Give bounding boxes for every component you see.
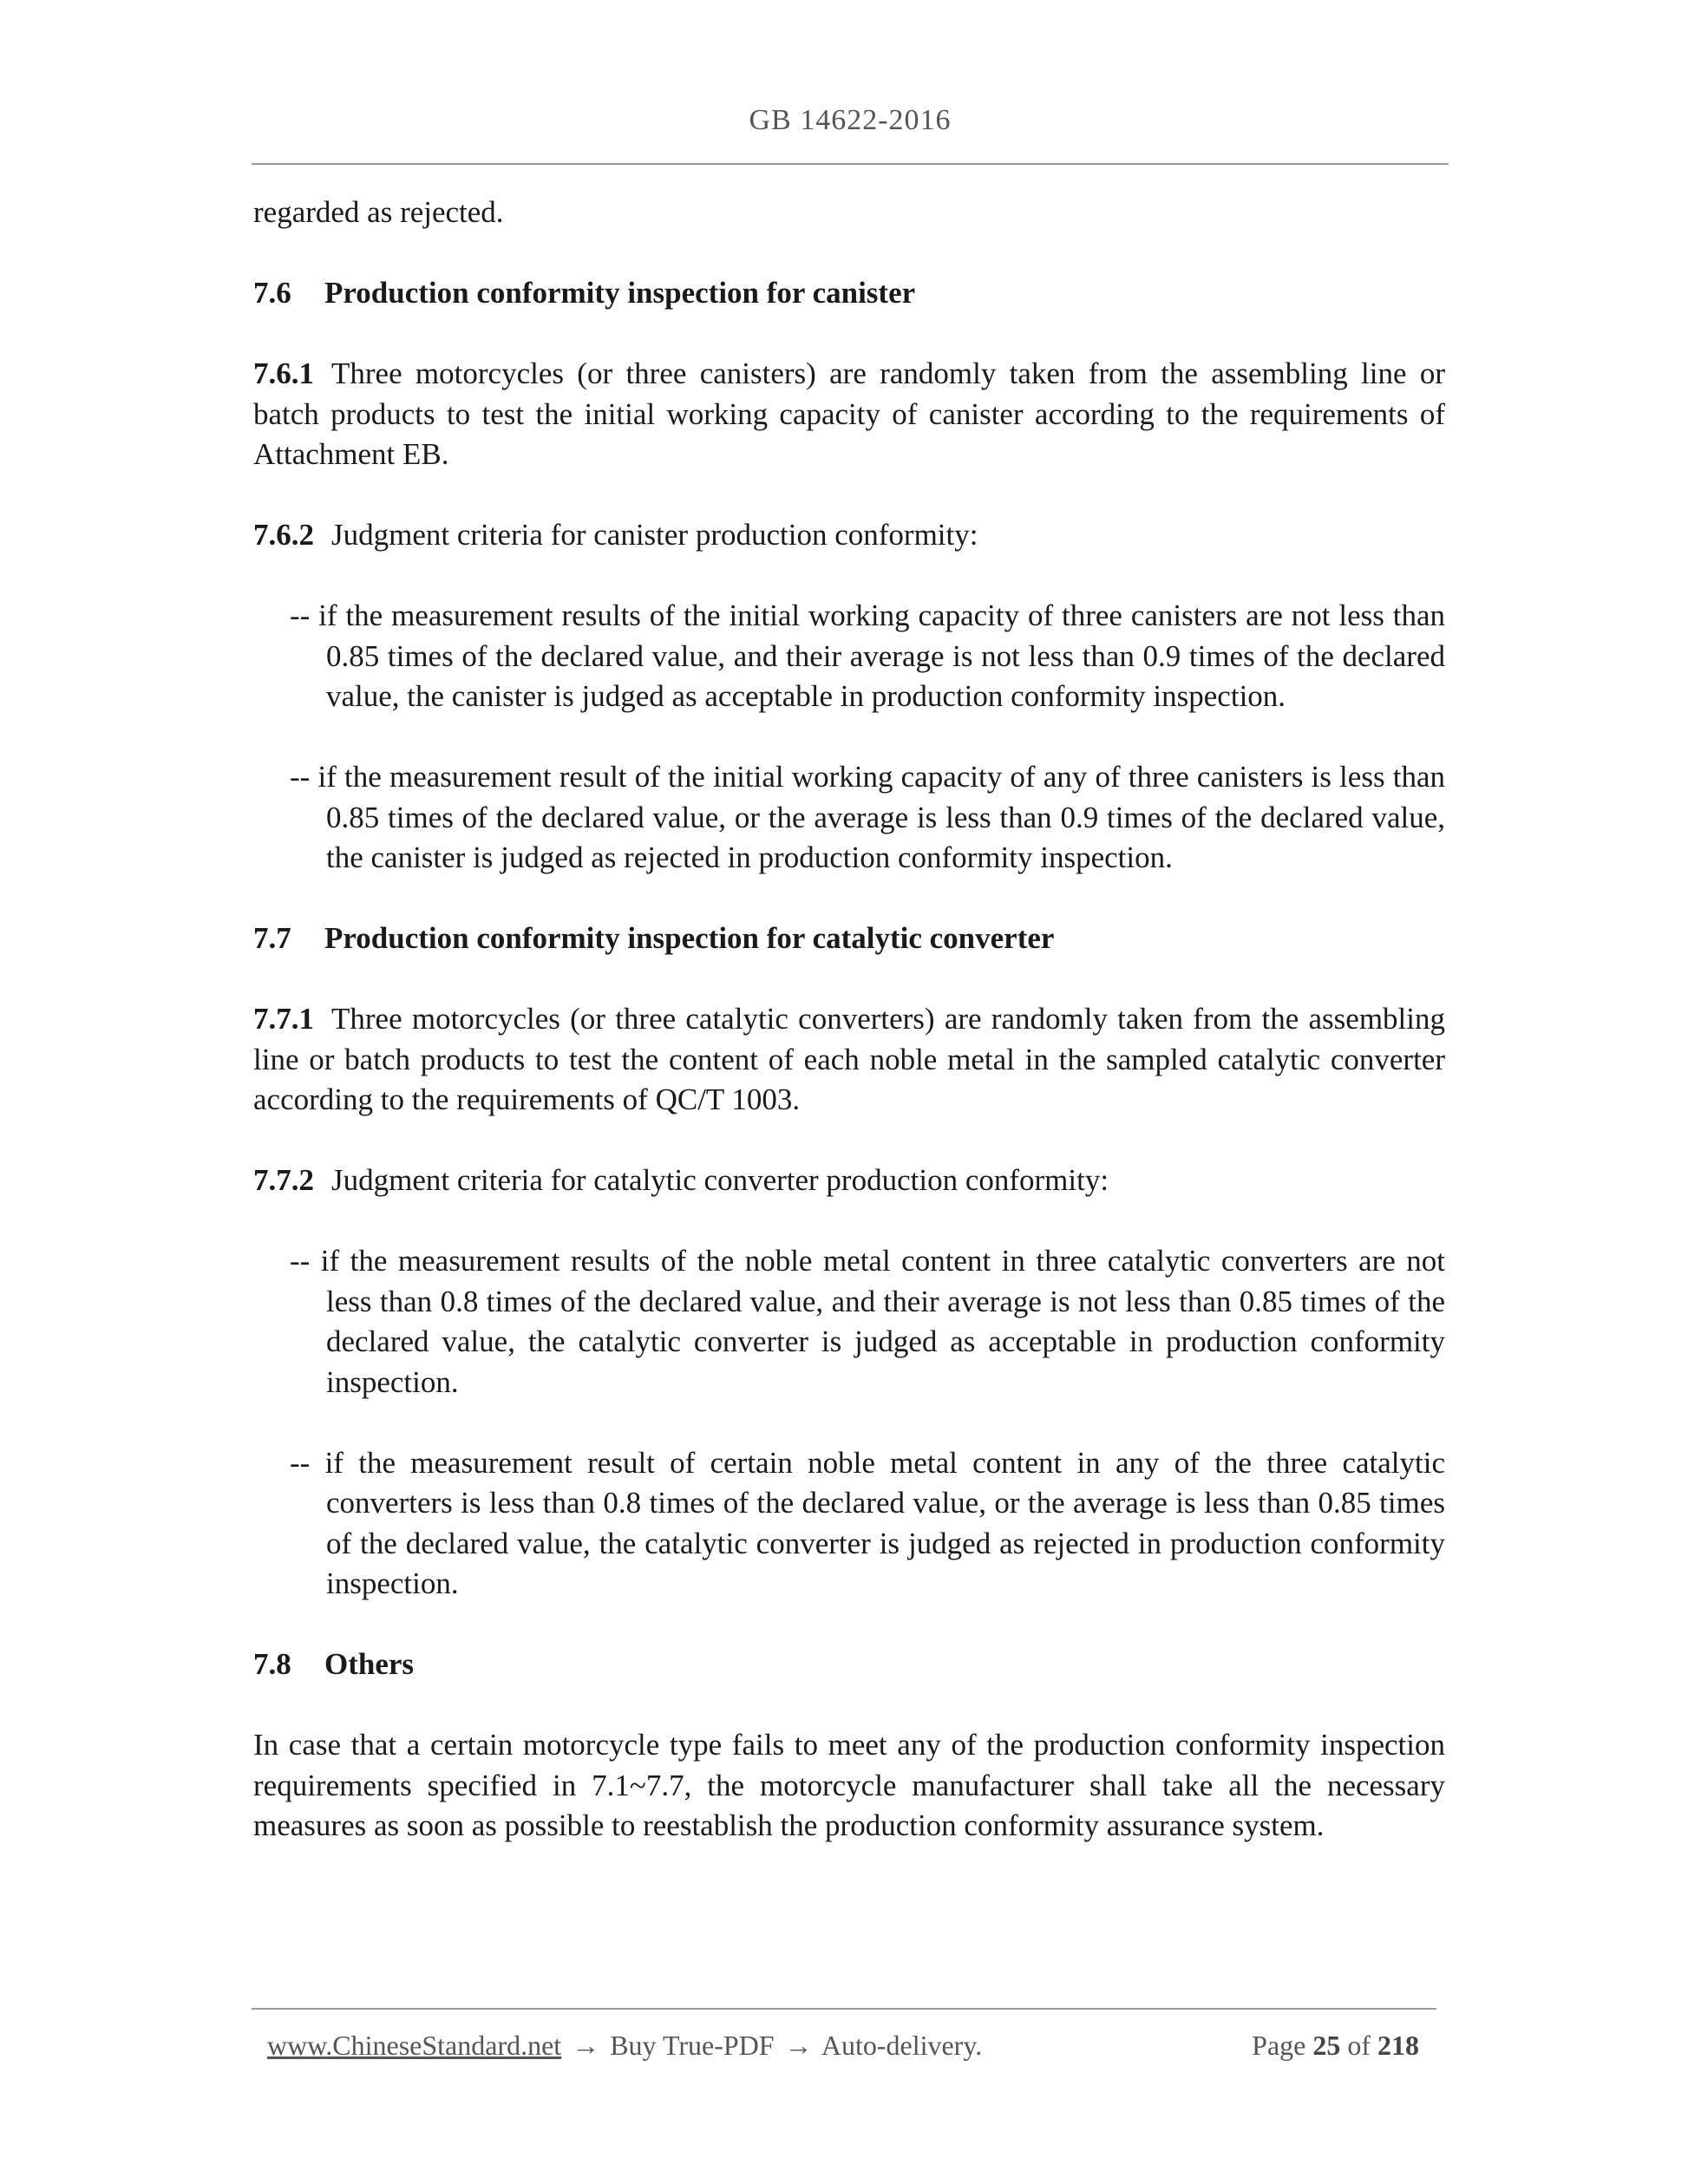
clause-7-7-1 [253, 999, 1445, 1121]
clause-7-6-2 [253, 515, 1445, 556]
section-7-8-paragraph: In case that a certain motorcycle type fails to meet any of the production conformity inspection requirements specified in 7.1~7.7, the motorcycle manufacturer shall take all the necessary measures as soon as possible to reestablish the production conformity assurance system. [253, 1728, 1445, 1842]
page-counter [1252, 2030, 1419, 2062]
of-label: of [1347, 2030, 1371, 2061]
clause-number: 7.7.2 [253, 1163, 314, 1197]
section-title: Production conformity inspection for catalytic converter [324, 921, 1055, 955]
list-item: -- if the measurement result of certain noble metal content in any of the three catalytic converters is less than 0.8 times of the declared value, or the average is less than 0.85 times of the declared value, the catalytic converter is judged as rejected in production conformity inspection. [290, 1445, 1445, 1600]
header-divider [252, 163, 1449, 165]
list-item: -- if the measurement result of the initial working capacity of any of three canisters is less than 0.85 times of the declared value, or the average is less than 0.9 times of the declared value, the canister is judged as rejected in production conformity inspection. [290, 760, 1445, 874]
section-7-7-heading [253, 919, 1445, 959]
clause-text: Three motorcycles (or three canisters) are randomly taken from the assembling line or batch products to test the initial working capacity of canister according to the requirements of Attachment EB. [253, 356, 1445, 471]
page-label: Page [1252, 2030, 1306, 2061]
page-number: 25 [1312, 2030, 1341, 2061]
arrow-right-icon: → [784, 2030, 813, 2061]
delivery-text: Auto-delivery. [821, 2030, 983, 2061]
section-number: 7.7 [253, 921, 291, 955]
intro-paragraph: regarded as rejected. [253, 195, 504, 229]
footer-promo [267, 2030, 982, 2062]
total-pages: 218 [1377, 2030, 1419, 2061]
document-body [253, 193, 1445, 1847]
buy-text: Buy True-PDF [610, 2030, 775, 2061]
section-number: 7.6 [253, 276, 291, 310]
section-title: Production conformity inspection for canister [324, 276, 916, 310]
section-7-8-heading [253, 1645, 1445, 1685]
site-link[interactable]: www.ChineseStandard.net [267, 2030, 562, 2061]
clause-7-6-1 [253, 354, 1445, 475]
section-title: Others [324, 1647, 415, 1681]
section-7-6-heading [253, 273, 1445, 314]
clause-text: Judgment criteria for canister production conformity: [331, 518, 978, 552]
clause-text: Three motorcycles (or three catalytic converters) are randomly taken from the assembling line or batch products to test the content of each noble metal in the sampled catalytic converter according to the requirements of QC/T 1003. [253, 1002, 1445, 1116]
arrow-right-icon: → [572, 2030, 600, 2061]
section-number: 7.8 [253, 1647, 291, 1681]
page-header-standard-code: GB 14622-2016 [749, 104, 952, 136]
clause-7-7-2 [253, 1161, 1445, 1201]
clause-number: 7.6.1 [253, 356, 314, 390]
clause-number: 7.7.1 [253, 1002, 314, 1036]
list-item: -- if the measurement results of the noble metal content in three catalytic converters are not less than 0.8 times of the declared value, and their average is not less than 0.85 times of the declared value, the catalytic converter is judged as acceptable in production conformity inspection. [290, 1244, 1445, 1399]
list-item: -- if the measurement results of the initial working capacity of three canisters are not less than 0.85 times of the declared value, and their average is not less than 0.9 times of the declared value, the canister is judged as acceptable in production conformity inspection. [290, 598, 1445, 713]
footer-divider [252, 2008, 1436, 2010]
clause-number: 7.6.2 [253, 518, 314, 552]
clause-text: Judgment criteria for catalytic converter production conformity: [331, 1163, 1109, 1197]
